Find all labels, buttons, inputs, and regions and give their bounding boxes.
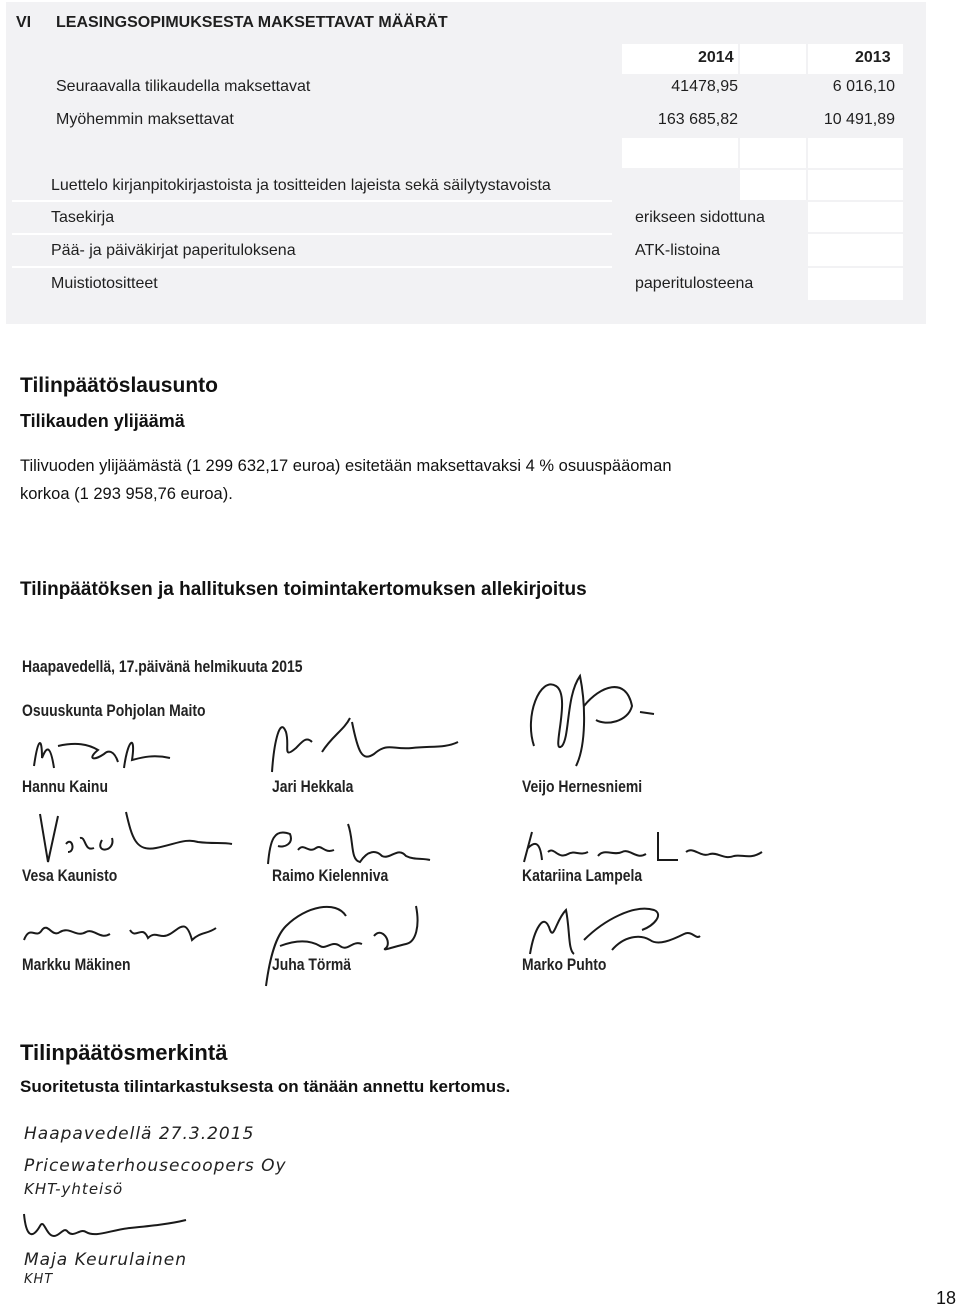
signature-place-date: Haapavedellä, 17.päivänä helmikuuta 2015 xyxy=(22,657,303,676)
signature-scribble-kielenniva xyxy=(264,820,434,870)
handwritten-place-date: Haapavedellä 27.3.2015 xyxy=(24,1124,255,1144)
signature-scribble-hekkala xyxy=(262,712,462,782)
audit-subheading: Suoritetusta tilintarkastuksesta on tänään annettu kertomus. xyxy=(20,1077,511,1096)
signature-scribble-kainu xyxy=(28,728,178,778)
signer-name: Jari Hekkala xyxy=(272,777,354,796)
signer-name: Katariina Lampela xyxy=(522,866,643,885)
record-storage: paperitulosteena xyxy=(635,275,754,292)
record-storage: erikseen sidottuna xyxy=(635,209,765,226)
signer-name: Markku Mäkinen xyxy=(22,955,131,974)
signature-scribble-kaunisto xyxy=(36,808,236,868)
signature-organization: Osuuskunta Pohjolan Maito xyxy=(22,701,206,720)
page-number: 18 xyxy=(936,1288,957,1308)
value-2014: 163 685,82 xyxy=(657,111,738,128)
statement-subheading: Tilikauden ylijäämä xyxy=(20,411,185,431)
audit-heading: Tilinpäätösmerkintä xyxy=(20,1040,228,1065)
signer-name: Hannu Kainu xyxy=(22,777,108,796)
signer-name: Raimo Kielenniva xyxy=(272,866,389,885)
records-heading: Luettelo kirjanpitokirjastoista ja tositteiden lajeista sekä säilytystavoista xyxy=(51,177,551,194)
record-storage: ATK-listoina xyxy=(635,242,721,259)
value-2014: 41478,95 xyxy=(671,78,738,95)
signature-scribble-auditor xyxy=(20,1206,190,1246)
signature-scribble-torma xyxy=(256,896,426,996)
signature-scribble-hernesniemi xyxy=(520,666,670,776)
record-label: Pää- ja päiväkirjat paperituloksena xyxy=(51,242,296,259)
signer-name: Juha Törmä xyxy=(272,955,352,974)
handwritten-firm-note: KHT-yhteisö xyxy=(24,1180,124,1198)
record-label: Muistiotositteet xyxy=(51,275,158,292)
signer-name: Marko Puhto xyxy=(522,955,607,974)
signature-scribble-makinen xyxy=(20,910,220,950)
value-2013: 6 016,10 xyxy=(832,78,895,95)
record-label: Tasekirja xyxy=(51,209,115,226)
handwritten-firm: Pricewaterhousecoopers Oy xyxy=(24,1156,287,1176)
signature-scribble-lampela xyxy=(518,826,768,870)
row-label: Seuraavalla tilikaudella maksettavat xyxy=(56,78,311,95)
statement-text-line1: Tilivuoden ylijäämästä (1 299 632,17 euroa) esitetään maksettavaksi 4 % osuuspääoman xyxy=(20,457,672,475)
section-title: LEASINGSOPIMUKSESTA MAKSETTAVAT MÄÄRÄT xyxy=(56,14,448,31)
statement-text-line2: korkoa (1 293 958,76 euroa). xyxy=(20,485,233,503)
signer-name: Veijo Hernesniemi xyxy=(522,777,643,796)
column-header-2014: 2014 xyxy=(698,49,734,66)
handwritten-auditor: Maja Keurulainen xyxy=(24,1250,188,1270)
signature-scribble-puhto xyxy=(524,900,704,960)
statement-heading: Tilinpäätöslausunto xyxy=(20,374,218,397)
signatures-heading: Tilinpäätöksen ja hallituksen toimintakertomuksen allekirjoitus xyxy=(20,579,587,600)
handwritten-auditor-title: KHT xyxy=(24,1272,54,1287)
column-header-2013: 2013 xyxy=(855,49,891,66)
row-label: Myöhemmin maksettavat xyxy=(56,111,234,128)
value-2013: 10 491,89 xyxy=(823,111,895,128)
signer-name: Vesa Kaunisto xyxy=(22,866,118,885)
section-number: VI xyxy=(16,14,32,31)
